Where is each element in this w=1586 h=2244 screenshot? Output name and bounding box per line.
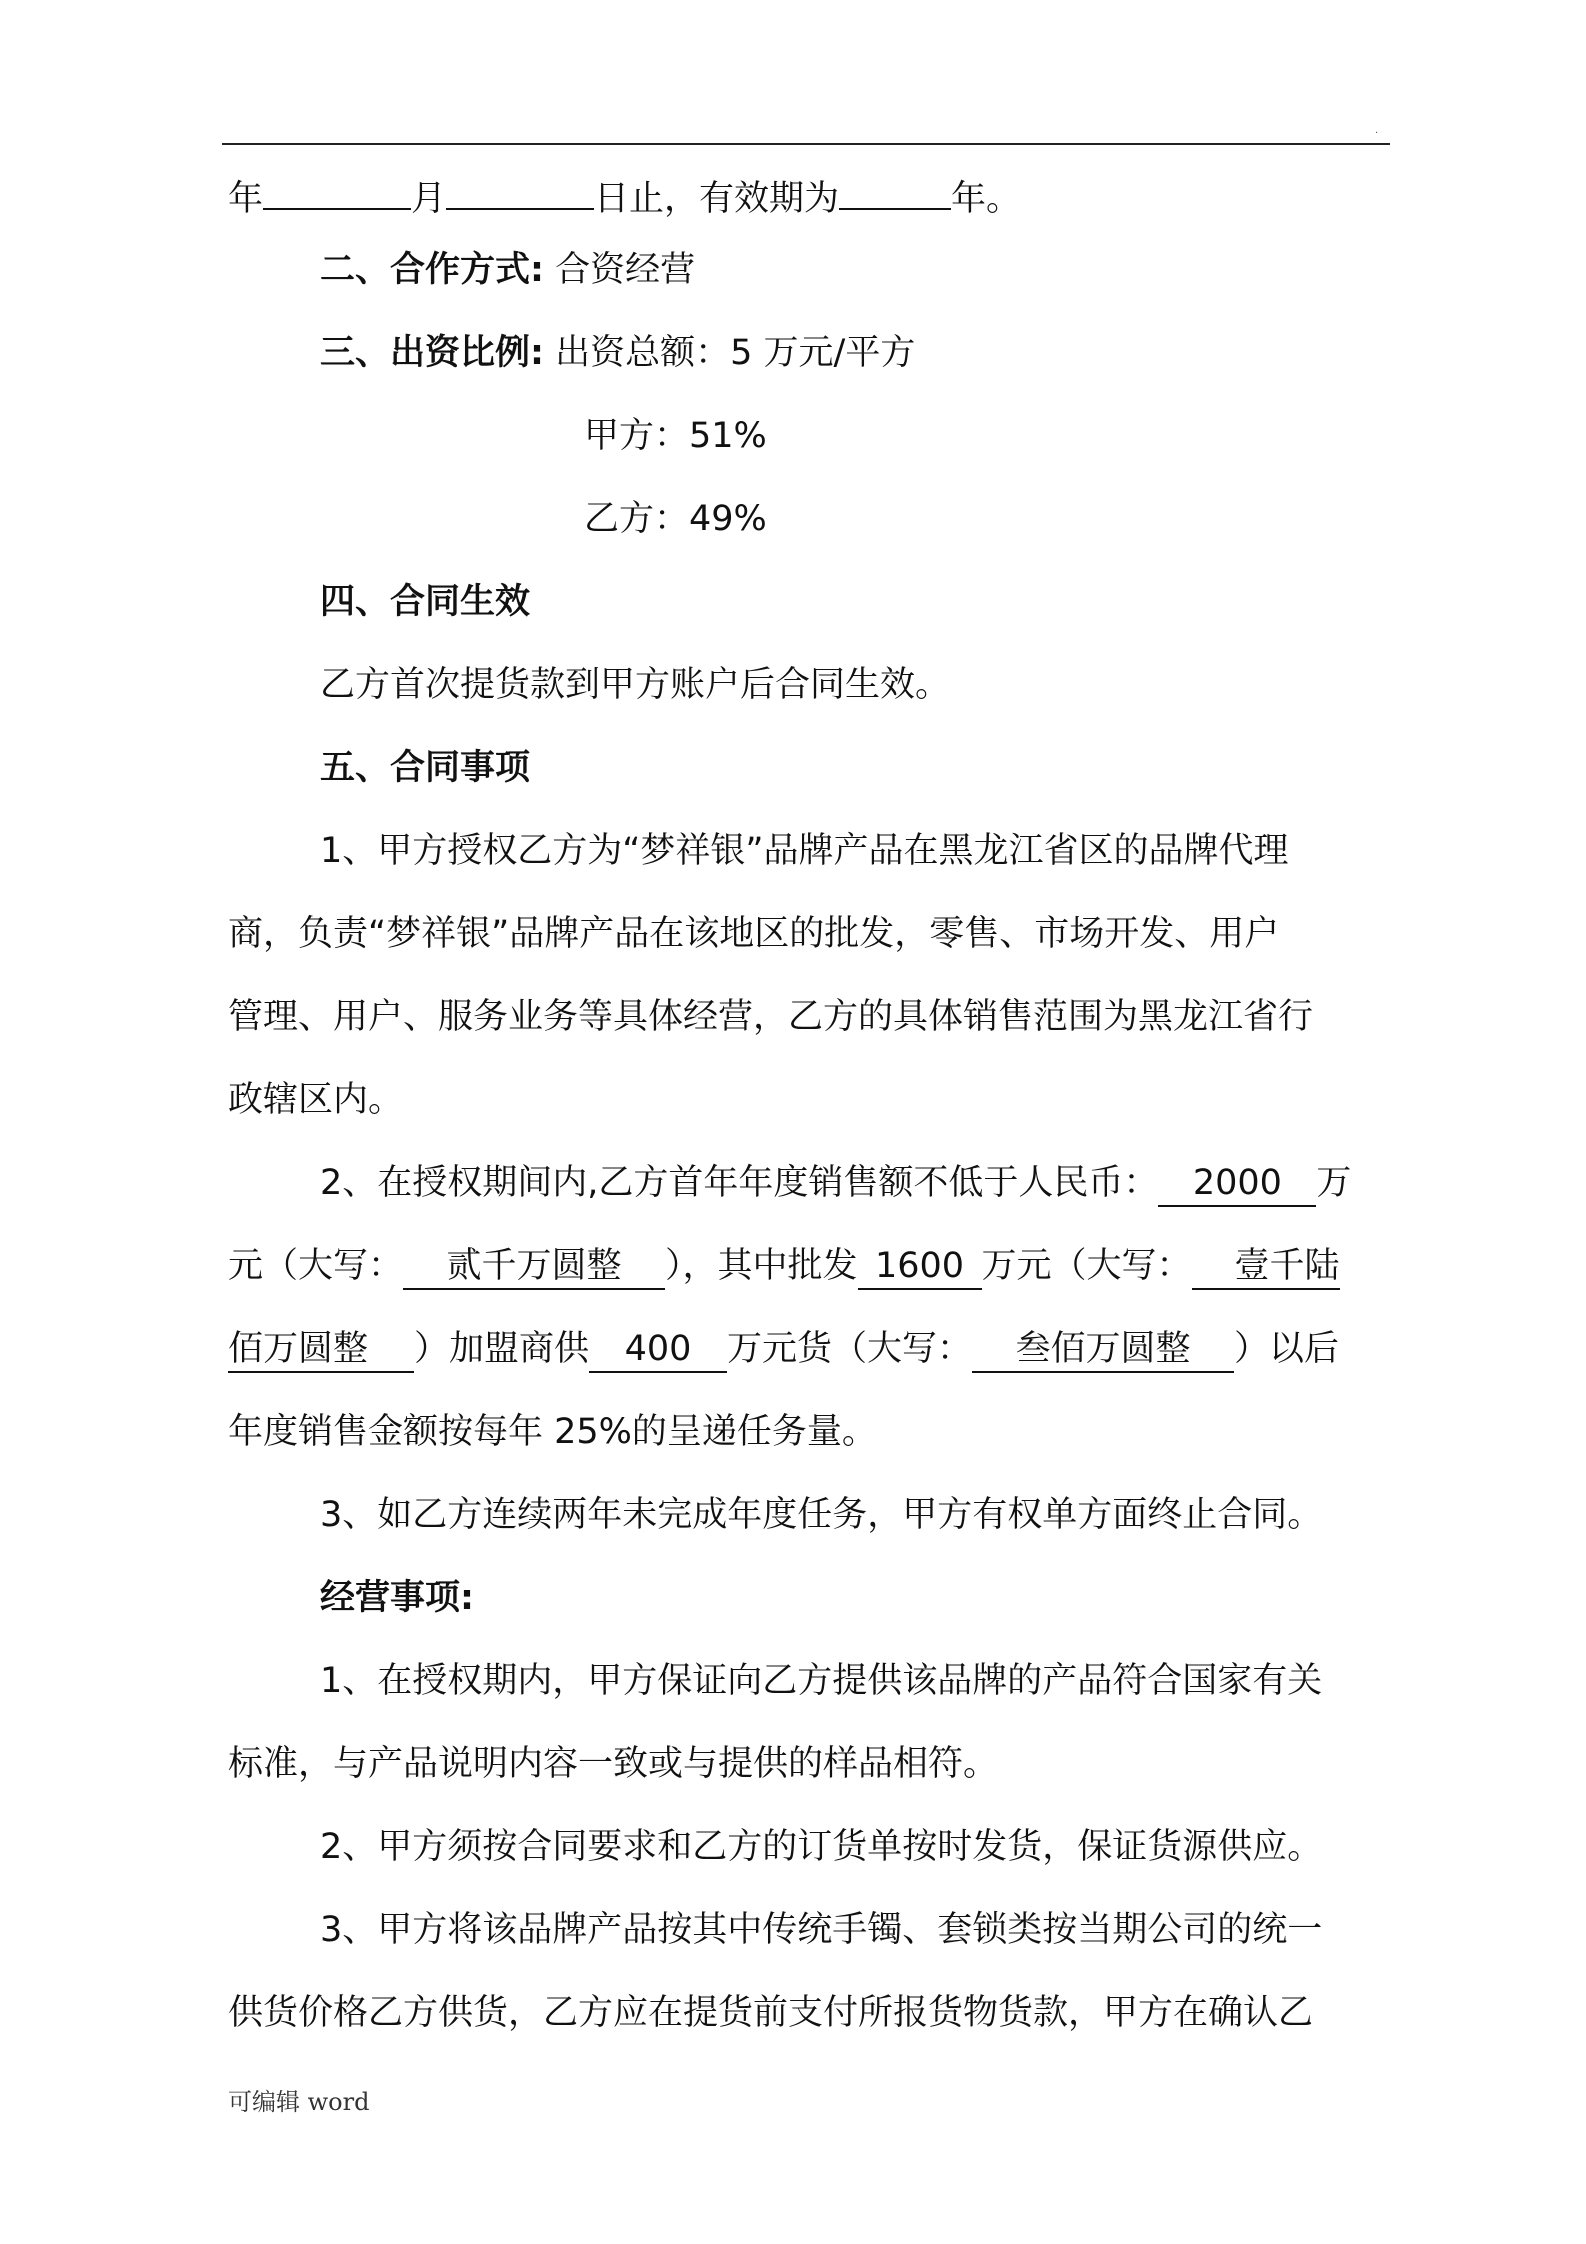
year-blank[interactable] [263,164,411,210]
matters-item2-line4: 年度销售金额按每年 25%的呈递任务量。 [228,1412,877,1452]
party-b-share: 乙方：49% [584,499,767,539]
section-investment-value: 出资总额：5 万元/平方 [555,333,916,373]
operations-item1-line1: 1、在授权期内，甲方保证向乙方提供该品牌的产品符合国家有关 [320,1661,1323,1701]
matters-item2-line1 [320,1161,1351,1207]
section-investment [320,331,915,375]
validity-line [228,164,1021,221]
footer-note: 可编辑 word [228,2088,370,2116]
section-effective-title: 四、合同生效 [320,582,531,622]
month-blank[interactable] [446,164,594,210]
sales-amount-upper-field[interactable]: 贰千万圆整 [403,1244,665,1290]
section-cooperation-label: 二、合作方式: [320,250,544,290]
wholesale-amount-field[interactable]: 1600 [858,1244,982,1290]
wholesale-upper-field-part2[interactable]: 佰万圆整 [228,1327,414,1373]
franchise-unit: 万元货（大写： [727,1329,973,1369]
wholesale-unit: 万元（大写： [981,1246,1192,1286]
item2-suffix: ）以后 [1234,1329,1340,1369]
section-cooperation-value: 合资经营 [555,250,696,290]
section-effective-body: 乙方首次提货款到甲方账户后合同生效。 [320,665,951,705]
sales-amount-field[interactable]: 2000 [1158,1161,1316,1207]
wholesale-upper-field-part1[interactable]: 壹千陆 [1192,1244,1340,1290]
section-matters-title: 五、合同事项 [320,748,531,788]
section-cooperation [320,248,695,292]
day-end-label: 日止，有效期为 [594,179,840,219]
sales-prefix: 2、在授权期间内,乙方首年年度销售额不低于人民币： [320,1163,1159,1203]
matters-item2-line3 [228,1327,1339,1373]
operations-item3-line2: 供货价格乙方供货，乙方应在提货前支付所报货物货款，甲方在确认乙 [228,1993,1314,2033]
header-rule [222,143,1390,145]
matters-item3: 3、如乙方连续两年未完成年度任务，甲方有权单方面终止合同。 [320,1495,1323,1535]
sales-unit-wan: 万 [1316,1163,1352,1203]
month-label: 月 [411,179,447,219]
matters-item2-line2 [228,1244,1340,1290]
party-a-share: 甲方：51% [584,416,767,456]
matters-item1-line2: 商，负责“梦祥银”品牌产品在该地区的批发，零售、市场开发、用户 [228,914,1280,954]
operations-item1-line2: 标准，与产品说明内容一致或与提供的样品相符。 [228,1744,999,1784]
validity-years-blank[interactable] [839,164,951,210]
matters-item1-line4: 政辖区内。 [228,1080,404,1120]
operations-title: 经营事项: [320,1578,474,1618]
franchise-amount-field[interactable]: 400 [589,1327,727,1373]
yuan-open: 元（大写： [228,1246,404,1286]
header-dot: . [1375,125,1379,136]
section-investment-label: 三、出资比例: [320,333,544,373]
matters-item1-line3: 管理、用户、服务业务等具体经营，乙方的具体销售范围为黑龙江省行 [228,997,1314,1037]
year-end-label: 年。 [951,179,1022,219]
franchise-prefix: ）加盟商供 [414,1329,590,1369]
operations-item2: 2、甲方须按合同要求和乙方的订货单按时发货，保证货源供应。 [320,1827,1323,1867]
matters-item1-line1: 1、甲方授权乙方为“梦祥银”品牌产品在黑龙江省区的品牌代理 [320,831,1289,871]
wholesale-prefix: ），其中批发 [665,1246,858,1286]
franchise-upper-field[interactable]: 叁佰万圆整 [972,1327,1234,1373]
operations-item3-line1: 3、甲方将该品牌产品按其中传统手镯、套锁类按当期公司的统一 [320,1910,1323,1950]
year-label: 年 [228,179,264,219]
